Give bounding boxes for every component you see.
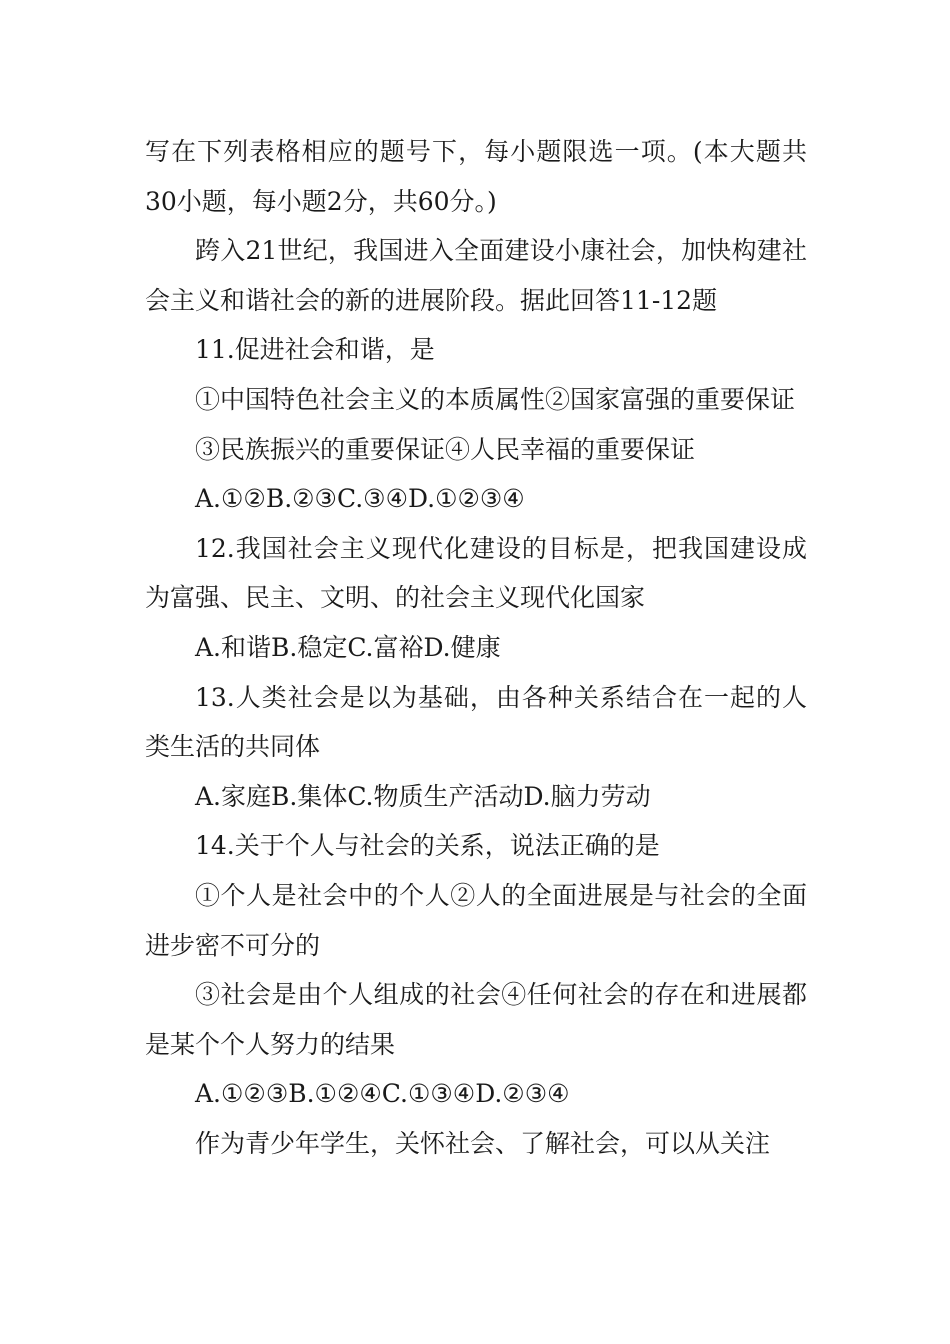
question-11-options: A.①②B.②③C.③④D.①②③④ — [195, 484, 525, 514]
document-body — [145, 127, 807, 1168]
question-14-statements-a: ①个人是社会中的个人②人的全面进展是与社会的全面进步密不可分的 — [145, 880, 807, 960]
question-13-options: A.家庭B.集体C.物质生产活动D.脑力劳动 — [195, 781, 651, 811]
question-11: 11.促进社会和谐，是 — [195, 335, 435, 365]
paragraph-context: 跨入21世纪，我国进入全面建设小康社会，加快构建社会主义和谐社会的新的进展阶段。据此回答11-12题 — [145, 236, 807, 315]
question-12: 12.我国社会主义现代化建设的目标是，把我国建设成为富强、民主、文明、的社会主义现代化国家 — [145, 533, 807, 613]
paragraph-continuation: 作为青少年学生，关怀社会、了解社会，可以从关注 — [195, 1128, 771, 1158]
question-14-options: A.①②③B.①②④C.①③④D.②③④ — [195, 1079, 570, 1109]
question-13: 13.人类社会是以为基础，由各种关系结合在一起的人类生活的共同体 — [145, 682, 807, 762]
question-11-statements-a: ①中国特色社会主义的本质属性②国家富强的重要保证 — [195, 384, 796, 414]
question-11-statements-b: ③民族振兴的重要保证④人民幸福的重要保证 — [195, 434, 696, 464]
question-14-statements-b: ③社会是由个人组成的社会④任何社会的存在和进展都是某个个人努力的结果 — [145, 980, 807, 1059]
question-12-options: A.和谐B.稳定C.富裕D.健康 — [195, 632, 501, 662]
paragraph-instructions: 写在下列表格相应的题号下，每小题限选一项。(本大题共30小题，每小题2分，共60分。) — [145, 137, 807, 216]
question-14: 14.关于个人与社会的关系，说法正确的是 — [195, 831, 660, 861]
